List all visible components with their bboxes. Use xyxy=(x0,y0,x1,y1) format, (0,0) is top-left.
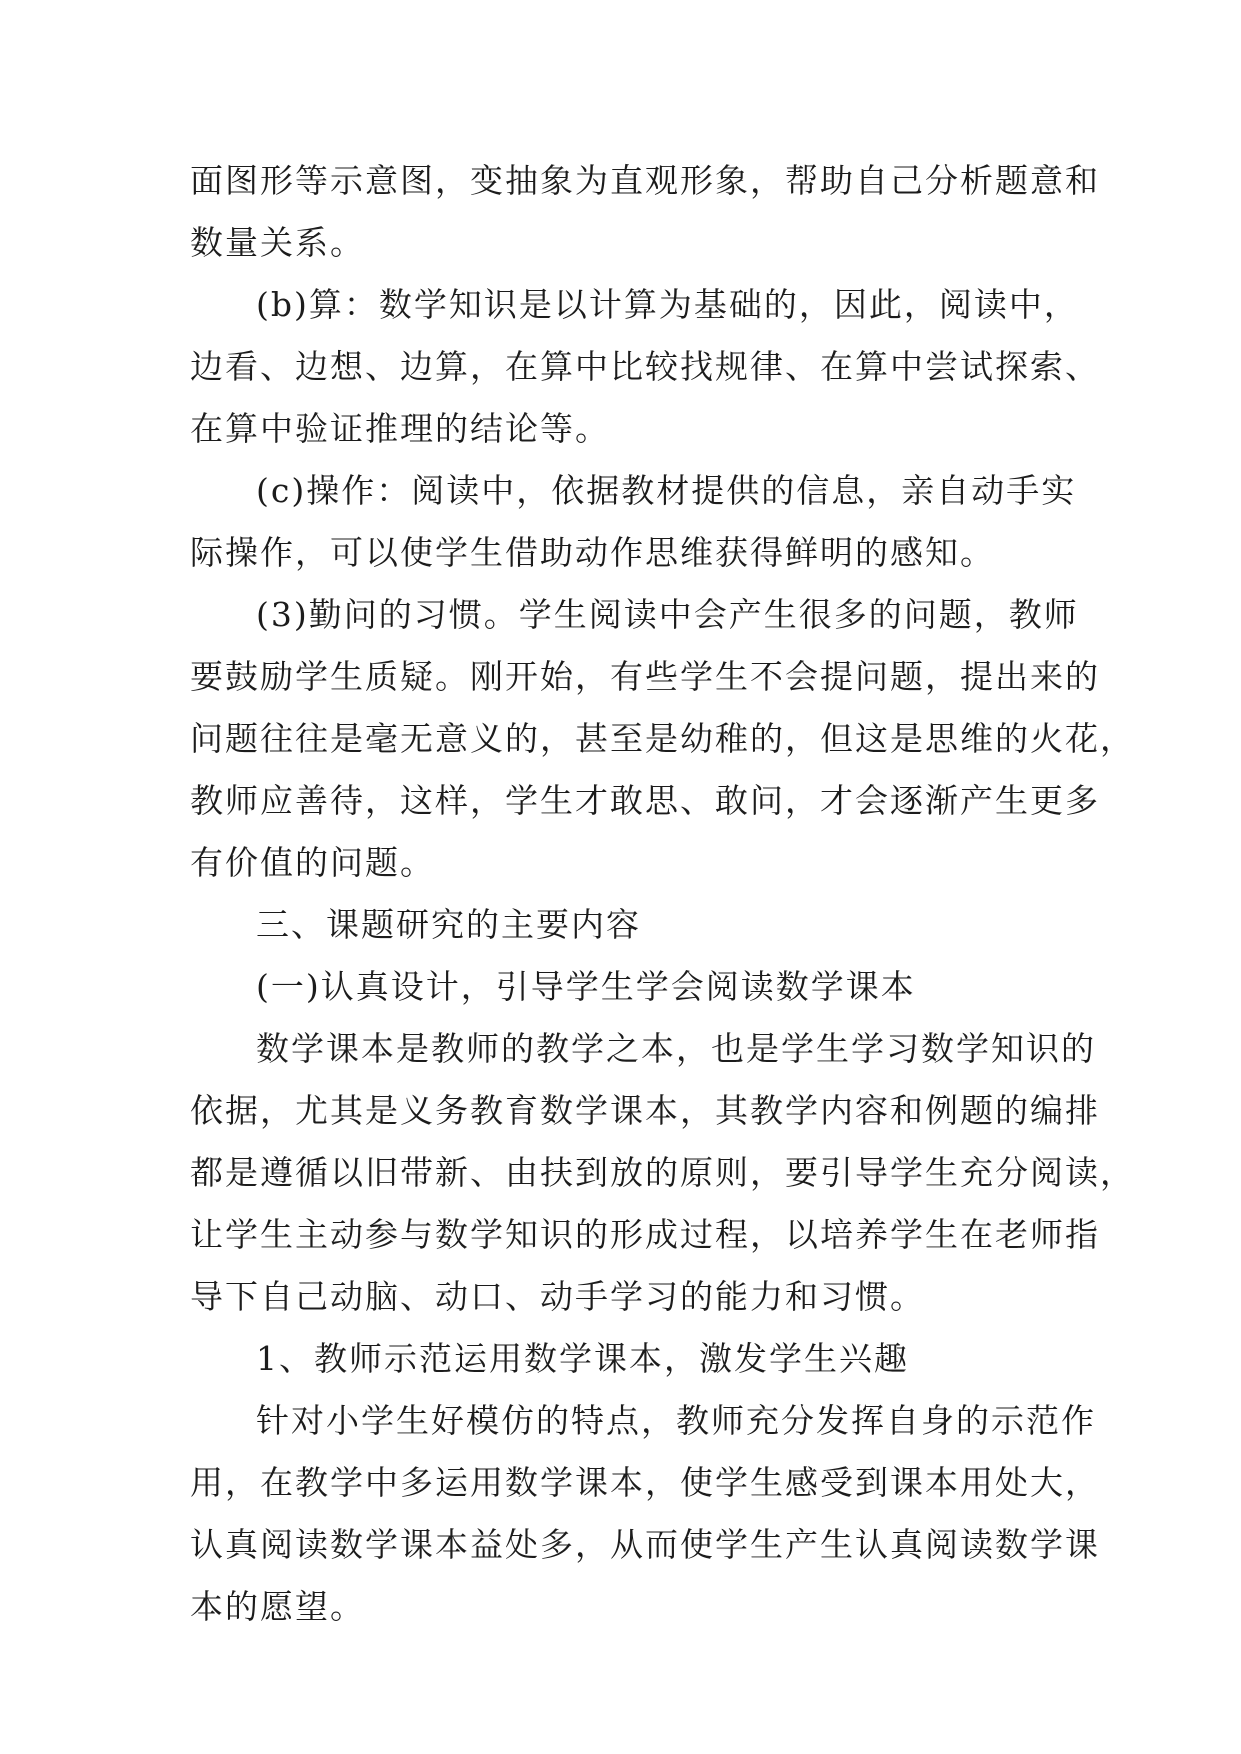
document-body xyxy=(190,150,1135,1638)
text-line: 数量关系。 xyxy=(190,223,365,262)
text-line: 有价值的问题。 xyxy=(190,843,435,882)
text-line: 导下自己动脑、动口、动手学习的能力和习惯。 xyxy=(190,1277,925,1316)
text-line: 问题往往是毫无意义的，甚至是幼稚的，但这是思维的火花， xyxy=(190,719,1135,758)
text-line: 认真阅读数学课本益处多，从而使学生产生认真阅读数学课 xyxy=(190,1525,1100,1564)
text-line: 依据，尤其是义务教育数学课本，其教学内容和例题的编排 xyxy=(190,1091,1100,1130)
text-line: 都是遵循以旧带新、由扶到放的原则，要引导学生充分阅读， xyxy=(190,1153,1135,1192)
text-line: (c)操作：阅读中，依据教材提供的信息，亲自动手实 xyxy=(256,471,1077,510)
text-line: 教师应善待，这样，学生才敢思、敢问，才会逐渐产生更多 xyxy=(190,781,1100,820)
text-line: 本的愿望。 xyxy=(190,1587,365,1626)
text-line: 数学课本是教师的教学之本，也是学生学习数学知识的 xyxy=(256,1029,1096,1068)
text-line: 际操作，可以使学生借助动作思维获得鲜明的感知。 xyxy=(190,533,995,572)
text-line: 面图形等示意图，变抽象为直观形象，帮助自己分析题意和 xyxy=(190,161,1100,200)
text-line: (一)认真设计，引导学生学会阅读数学课本 xyxy=(256,967,916,1006)
text-line: 用，在教学中多运用数学课本，使学生感受到课本用处大， xyxy=(190,1463,1100,1502)
text-line: 让学生主动参与数学知识的形成过程，以培养学生在老师指 xyxy=(190,1215,1100,1254)
text-line: 在算中验证推理的结论等。 xyxy=(190,409,610,448)
text-line: 针对小学生好模仿的特点，教师充分发挥自身的示范作 xyxy=(256,1401,1096,1440)
text-line: (3)勤问的习惯。学生阅读中会产生很多的问题，教师 xyxy=(256,595,1079,634)
text-line: (b)算：数学知识是以计算为基础的，因此，阅读中， xyxy=(256,285,1079,324)
text-line: 边看、边想、边算，在算中比较找规律、在算中尝试探索、 xyxy=(190,347,1100,386)
text-line: 要鼓励学生质疑。刚开始，有些学生不会提问题，提出来的 xyxy=(190,657,1100,696)
text-line: 1、教师示范运用数学课本，激发学生兴趣 xyxy=(256,1339,909,1378)
text-line: 三、课题研究的主要内容 xyxy=(256,905,641,944)
